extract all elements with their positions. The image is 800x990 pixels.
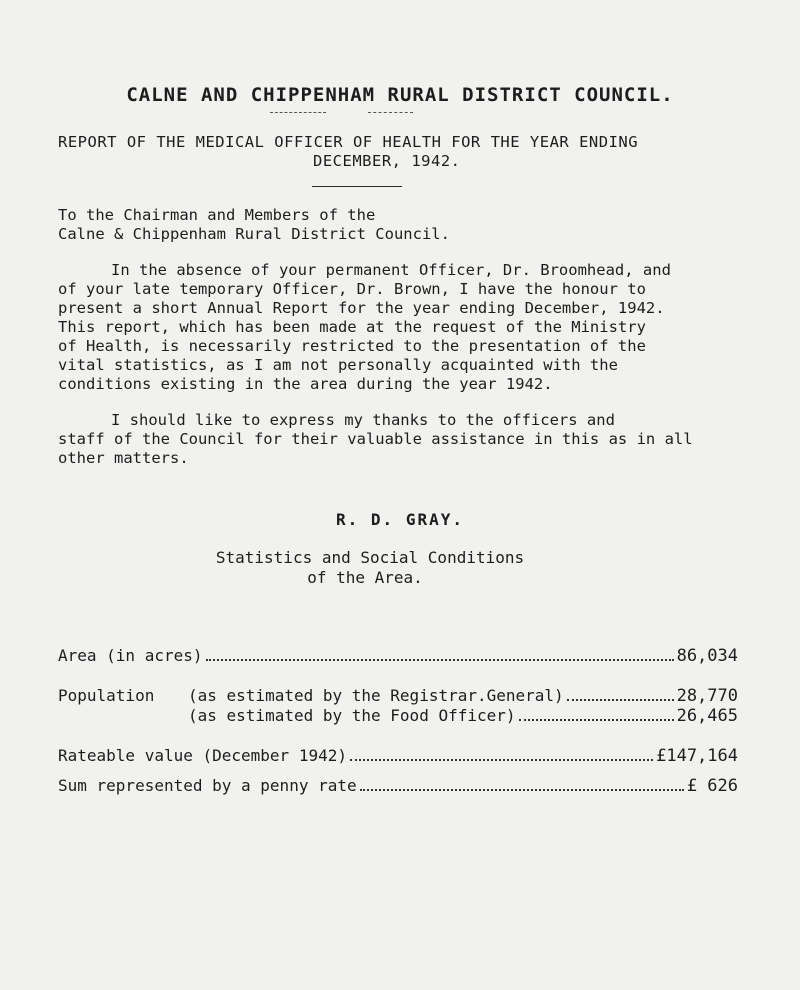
paragraph-1-line: vital statistics, as I am not personally acquainted with the [58,356,618,374]
penny-rate-label: Sum represented by a penny rate [58,776,357,795]
leader-dots [206,647,674,661]
statistics-heading-line-1: Statistics and Social Conditions [215,548,525,567]
paragraph-1-line: of your late temporary Officer, Dr. Brown, I have the honour to [58,280,646,298]
leader-dots [360,777,684,791]
penny-rate-row [58,776,738,796]
population-label: Population [58,686,155,705]
report-title-line-1: REPORT OF THE MEDICAL OFFICER OF HEALTH FOR THE YEAR ENDING [58,133,639,151]
leader-dots [567,687,674,701]
report-title-line-2: DECEMBER, 1942. [313,152,461,170]
title-underline-2 [368,112,413,113]
paragraph-1-line: This report, which has been made at the request of the Ministry [58,318,646,336]
paragraph-1-line: present a short Annual Report for the year ending December, 1942. [58,299,665,317]
population-row-1 [58,686,738,706]
rateable-row [58,746,738,766]
population-estimate-registrar-label: (as estimated by the Registrar.General) [188,686,564,705]
rateable-label: Rateable value (December 1942) [58,746,347,765]
area-label: Area (in acres) [58,646,203,665]
leader-dots [519,707,674,721]
population-estimate-food-value: 26,465 [676,706,738,726]
report-title-rule [312,186,402,187]
paragraph-2-line: other matters. [58,449,189,467]
paragraph-1-line: of Health, is necessarily restricted to the presentation of the [58,337,646,355]
council-title: CALNE AND CHIPPENHAM RURAL DISTRICT COUNCIL. [126,84,674,106]
signature: R. D. GRAY. [336,510,464,529]
paragraph-2-line: staff of the Council for their valuable assistance in this as in all [58,430,693,448]
area-row [58,646,738,666]
salutation [58,206,450,244]
population-estimate-registrar-value: 28,770 [676,686,738,706]
paragraph-2 [58,411,748,468]
penny-rate-value: £ 626 [686,776,738,796]
statistics-heading [0,548,800,588]
title-underline [270,112,326,113]
paragraph-2-line: I should like to express my thanks to the officers and [111,411,615,429]
salutation-line-1: To the Chairman and Members of the [58,206,376,224]
statistics-heading-line-2: of the Area. [307,568,423,587]
paragraph-1-line: conditions existing in the area during the year 1942. [58,375,553,393]
leader-dots [350,747,653,761]
rateable-value: £147,164 [656,746,738,766]
salutation-line-2: Calne & Chippenham Rural District Council. [58,225,450,243]
area-value: 86,034 [676,646,738,666]
report-title [58,133,778,171]
population-estimate-food-label: (as estimated by the Food Officer) [188,706,516,725]
population-row-2 [58,706,738,726]
paragraph-1 [58,261,748,394]
paragraph-1-line: In the absence of your permanent Officer, Dr. Broomhead, and [111,261,671,279]
